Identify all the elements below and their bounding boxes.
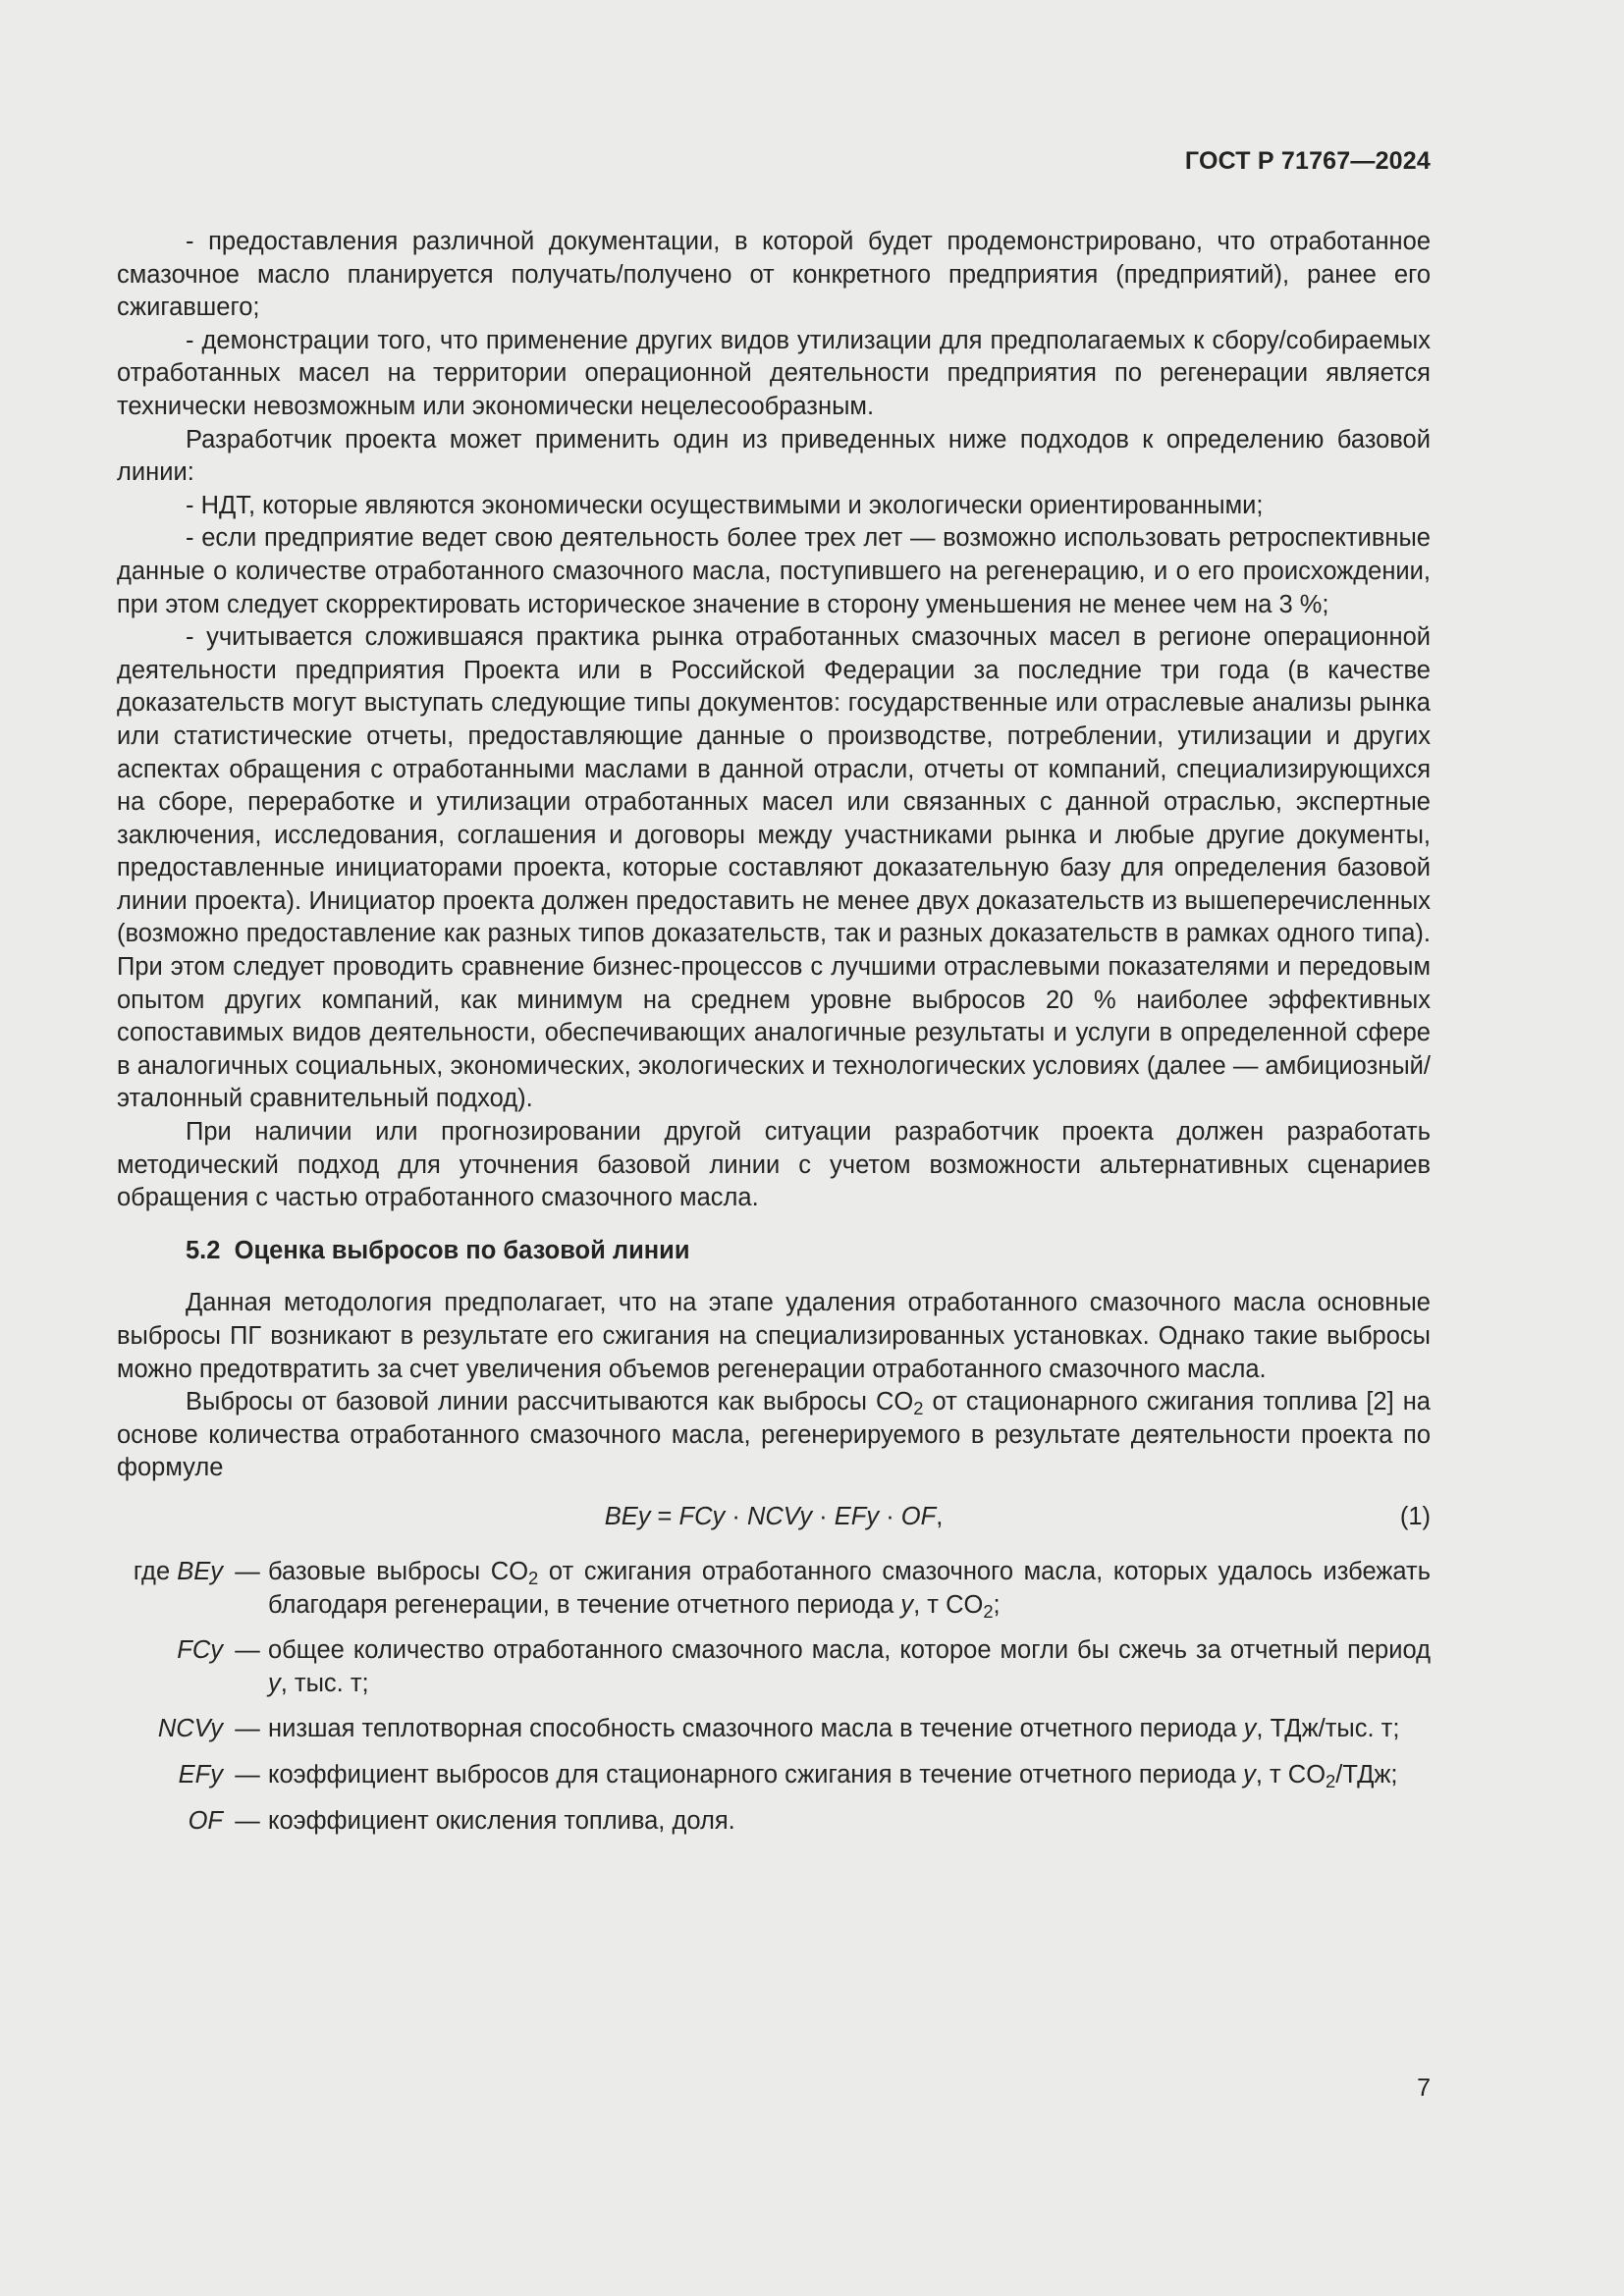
page-number: 7 xyxy=(1417,2074,1431,2102)
subscript: 2 xyxy=(983,1600,994,1622)
text-span: коэффициент окисления топлива, доля. xyxy=(268,1806,735,1835)
paragraph: - НДТ, которые являются экономически осуществимыми и экологически ориентированными; xyxy=(186,491,1264,519)
text-span: , тыс. т; xyxy=(280,1669,369,1697)
formula-operator: = xyxy=(650,1502,679,1530)
definition-text xyxy=(268,1634,1431,1713)
formula-operator: · xyxy=(879,1502,901,1530)
formula-operator: · xyxy=(812,1502,835,1530)
symbol: EFy xyxy=(178,1760,223,1789)
section-heading xyxy=(117,1235,1431,1268)
section-number: 5.2 xyxy=(186,1236,221,1264)
paragraph: - если предприятие ведет свою деятельность более трех лет — возможно использовать ретроспективные данные о количестве отработанного смазочного масла, поступившего на регенерацию, и о его происхождении, при этом следует скорректировать историческое значение в сторону уменьшения не менее чем на 3 %; xyxy=(117,524,1431,618)
definition-row xyxy=(117,1713,1431,1759)
page-content xyxy=(117,226,1431,1850)
where-prefix: где xyxy=(133,1557,178,1585)
text-span: , ТДж/тыс. т; xyxy=(1256,1715,1400,1743)
definition-row xyxy=(117,1759,1431,1805)
formula-operator: · xyxy=(725,1502,747,1530)
text-span: низшая теплотворная способность смазочного масла в течение отчетного периода xyxy=(268,1715,1244,1743)
paragraph: - учитывается сложившаяся практика рынка отработанных смазочных масел в регионе операционной деятельности предприятия Проекта или в Российской Федерации за последние три года (в качестве доказательств могут выступать следующие типы документов: государственные или отраслевые анализы рынка или статистические отчеты, предоставляющие данные о производстве, потреблении, утилизации и других аспектах обращения с отработанными маслами в данной отрасли, отчеты от компаний, специализирующихся на сборе, переработке и утилизации отработанных масел или связанных с данной отраслью, экспертные заключения, исследования, соглашения и договоры между участниками рынка и любые другие документы, предоставленные инициаторами проекта, которые составляют доказательную базу для определения базовой линии проекта). Инициатор проекта должен предоставить не менее двух доказательств из вышеперечисленных (возможно предоставление как разных типов доказательств, так и разных доказательств в рамках одного типа). При этом следует проводить сравнение бизнес-процессов с лучшими отраслевыми показателями и передовым опытом других компаний, как минимум на среднем уровне выбросов 20 % наиболее эффективных сопоставимых видов деятельности, обеспечивающих аналогичные результаты и услуги в определенной сфере в аналогичных социальных, экономических, экологических и технологических условиях (далее — амбициозный/эталонный сравнительный подход). xyxy=(117,623,1431,1113)
subscript: 2 xyxy=(1326,1771,1336,1792)
dash: — xyxy=(235,1760,260,1789)
document-id: ГОСТ Р 71767—2024 xyxy=(1184,147,1431,175)
variable: y xyxy=(1243,1715,1257,1743)
dash: — xyxy=(235,1806,260,1835)
paragraph: - демонстрации того, что применение других видов утилизации для предполагаемых к сбору/собираемых отработанных масел на территории операционной деятельности предприятия по регенерации является технически невозможным или экономически нецелесообразным. xyxy=(117,326,1431,420)
symbol: OF xyxy=(188,1806,223,1835)
subscript: 2 xyxy=(528,1568,539,1589)
text-span: Выбросы от базовой линии рассчитываются как выбросы CO xyxy=(186,1388,914,1416)
text-span: , т CO xyxy=(913,1590,984,1619)
symbol: NCVy xyxy=(157,1715,223,1743)
section-title: Оценка выбросов по базовой линии xyxy=(234,1236,690,1264)
paragraph xyxy=(117,1386,1431,1485)
formula xyxy=(117,1501,1431,1534)
formula-term: OF xyxy=(900,1502,937,1530)
formula-term: NCVy xyxy=(746,1502,813,1530)
formula-term: FCy xyxy=(678,1502,726,1530)
definition-symbol xyxy=(117,1759,227,1805)
definition-row xyxy=(117,1805,1431,1851)
text-span: от стационарного сжигания топлива [2] на основе количества отработанного смазочного масла, регенерируемого в результате деятельности проекта по формуле xyxy=(117,1388,1431,1482)
definition-symbol xyxy=(117,1556,227,1634)
paragraph: Данная методология предполагает, что на этапе удаления отработанного смазочного масла основные выбросы ПГ возникают в результате его сжигания на специализированных установках. Однако такие выбросы можно предотвратить за счет увеличения объемов регенерации отработанного смазочного масла. xyxy=(117,1289,1431,1383)
definition-text xyxy=(268,1556,1431,1634)
formula-row xyxy=(117,1501,1431,1534)
definition-symbol xyxy=(117,1713,227,1759)
variable: y xyxy=(1243,1760,1256,1789)
subscript: 2 xyxy=(913,1398,924,1419)
definition-row xyxy=(117,1556,1431,1634)
formula-term: BEy xyxy=(604,1502,651,1530)
text-span: ; xyxy=(993,1590,1001,1619)
definition-symbol xyxy=(117,1634,227,1713)
variable: y xyxy=(900,1590,914,1619)
definition-text xyxy=(268,1713,1431,1759)
dash: — xyxy=(235,1715,260,1743)
text-span: , т CO xyxy=(1255,1760,1326,1789)
symbol: BEy xyxy=(177,1557,223,1585)
definition-text xyxy=(268,1805,1431,1851)
text-span: от сжигания отработанного смазочного масла, которых удалось избежать благодаря регенерации, в течение отчетного периода xyxy=(268,1557,1431,1619)
text-span: коэффициент выбросов для стационарного сжигания в течение отчетного периода xyxy=(268,1760,1244,1789)
formula-punct: , xyxy=(936,1502,944,1530)
definition-row xyxy=(117,1634,1431,1713)
text-span: общее количество отработанного смазочного масла, которое могли бы сжечь за отчетный период xyxy=(268,1636,1431,1665)
variable: y xyxy=(268,1669,281,1697)
dash: — xyxy=(235,1557,260,1585)
symbol: FCy xyxy=(177,1636,223,1665)
paragraph: - предоставления различной документации, в которой будет продемонстрировано, что отработанное смазочное масло планируется получать/получено от конкретного предприятия (предприятий), ранее его сжигавшего; xyxy=(117,228,1431,322)
definition-symbol xyxy=(117,1805,227,1851)
paragraph: Разработчик проекта может применить один из приведенных ниже подходов к определению базовой линии: xyxy=(117,425,1431,487)
dash: — xyxy=(235,1636,260,1665)
paragraph: При наличии или прогнозировании другой ситуации разработчик проекта должен разработать методический подход для уточнения базовой линии с учетом возможности альтернативных сценариев обращения с частью отработанного смазочного масла. xyxy=(117,1118,1431,1212)
variable-definitions xyxy=(117,1556,1431,1850)
formula-term: EFy xyxy=(834,1502,880,1530)
definition-text xyxy=(268,1759,1431,1805)
equation-number: (1) xyxy=(1399,1502,1431,1530)
text-span: /ТДж; xyxy=(1335,1760,1398,1789)
text-span: базовые выбросы CO xyxy=(268,1557,529,1585)
